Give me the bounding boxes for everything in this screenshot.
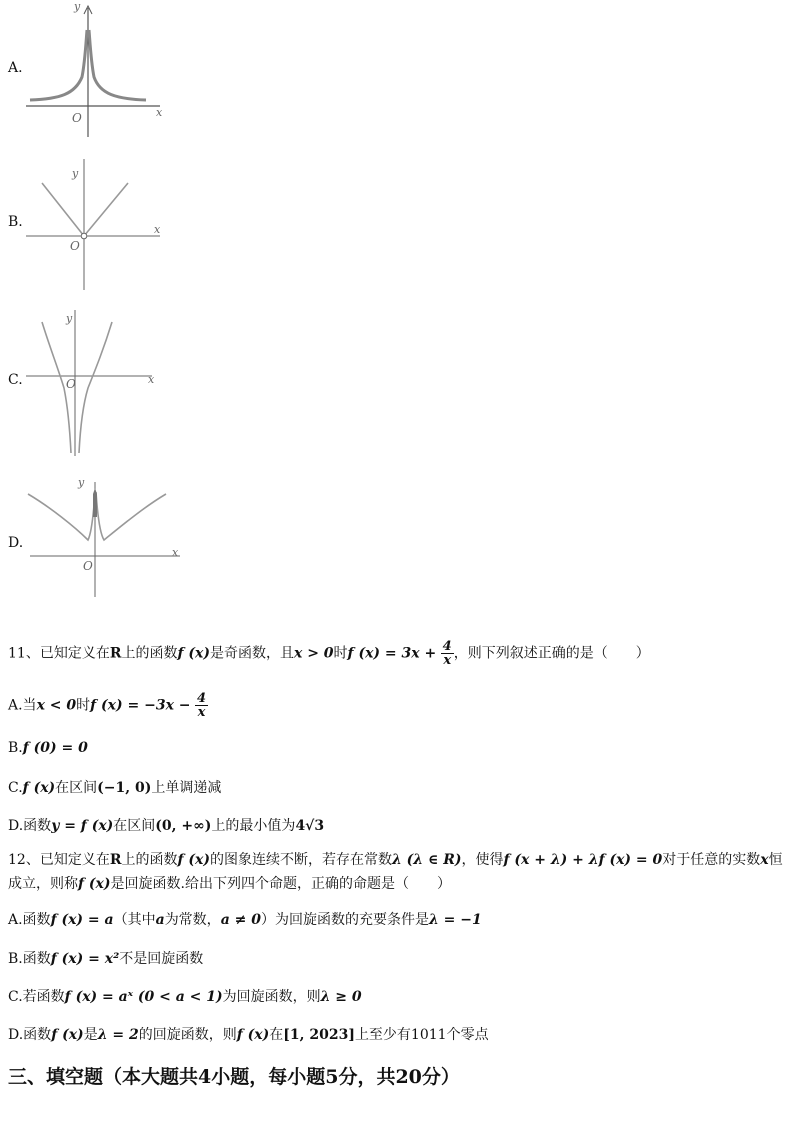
graph-d-x: x: [172, 546, 179, 559]
graph-b-y: y: [72, 167, 79, 180]
graph-a: [20, 2, 170, 142]
graph-d-y: y: [78, 476, 85, 489]
graph-c-x: x: [148, 373, 155, 386]
graph-d: [20, 472, 190, 602]
q11-option-a: A.当x < 0时f (x) = −3x − $\frac{4}{x}$: [8, 691, 207, 720]
q12-stem: 12、已知定义在R上的函数f (x)的图象连续不断，若存在常数λ (λ ∈ R)，使得f (x + λ) + λf (x) = 0对于任意的实数x恒成立，则称f (x)是回旋函数.给出下列四个命题，正确的命题是（ ）: [8, 852, 783, 892]
q11-option-b: B.f (0) = 0: [8, 740, 88, 756]
graph-b-origin: O: [70, 239, 80, 253]
graph-b: [20, 155, 170, 295]
q11-stem: 11、已知定义在R上的函数f (x)是奇函数，且x > 0时f (x) = 3x + $\frac{4}{x}$ ，则下列叙述正确的是（ ）: [8, 639, 650, 668]
graph-a-origin: O: [72, 111, 82, 125]
q11-a-fraction: $\frac{4}{x}$: [197, 691, 207, 720]
q11-fraction: $\frac{4}{x}$: [442, 639, 452, 668]
graph-d-origin: O: [83, 559, 93, 573]
q12-option-c: C.若函数f (x) = aˣ (0 < a < 1)为回旋函数，则λ ≥ 0: [8, 989, 362, 1005]
option-b-label: B.: [8, 214, 23, 230]
q11-option-c: C.f (x)在区间(−1, 0)上单调递减: [8, 780, 222, 796]
graph-c: [20, 308, 170, 458]
graph-c-y: y: [66, 312, 73, 325]
section-heading-fill-in: 三、填空题（本大题共4小题，每小题5分，共20分）: [8, 1066, 460, 1088]
q11-option-d: D.函数y = f (x)在区间(0, +∞)上的最小值为4√3: [8, 818, 325, 834]
q12-option-d: D.函数f (x)是λ = 2的回旋函数，则f (x)在[1, 2023]上至少有1011个零点: [8, 1027, 489, 1043]
option-a-label: A.: [8, 60, 23, 76]
graph-b-x: x: [154, 223, 161, 236]
graph-c-origin: O: [66, 377, 76, 391]
option-c-label: C.: [8, 372, 23, 388]
option-d-label: D.: [8, 535, 24, 551]
q12-option-b: B.函数f (x) = x²不是回旋函数: [8, 951, 204, 967]
q12-option-a: A.函数f (x) = a（其中a为常数，a ≠ 0）为回旋函数的充要条件是λ = −1: [8, 912, 482, 928]
graph-a-y: y: [74, 2, 81, 13]
graph-a-x: x: [156, 106, 163, 119]
